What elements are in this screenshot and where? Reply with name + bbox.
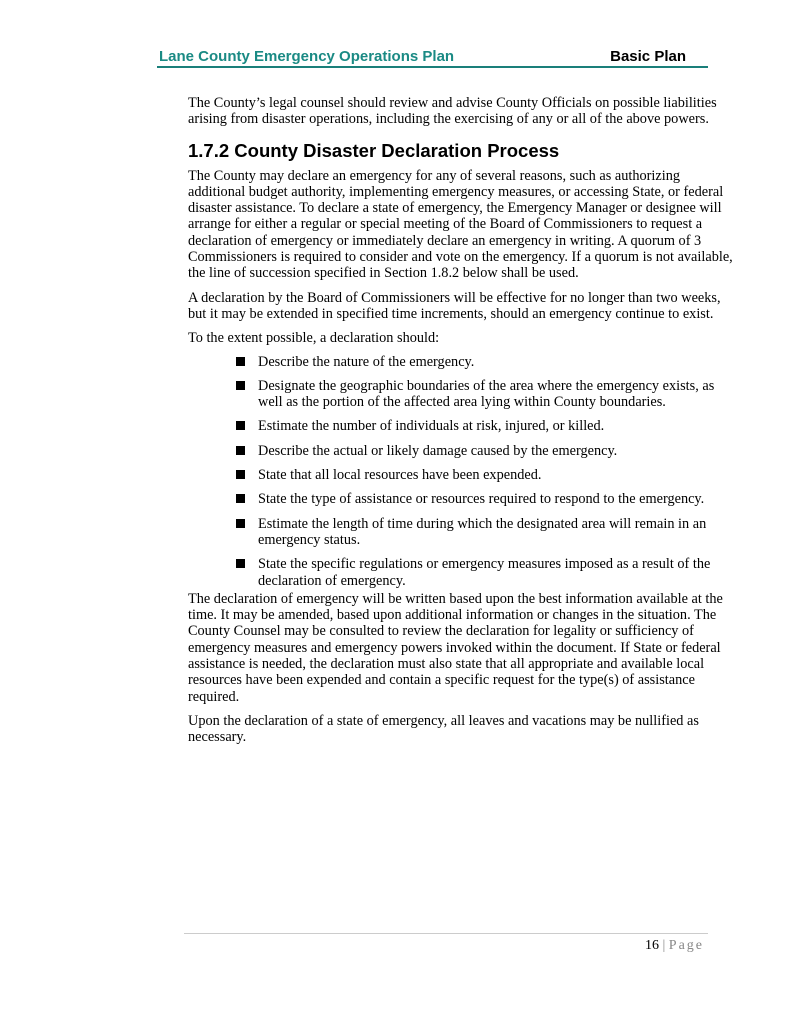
paragraph: A declaration by the Board of Commissioners will be effective for no longer than two weeks, but it may be extended in specified time increments, should an emergency continue to exist. (188, 289, 721, 322)
intro-paragraph: The County’s legal counsel should review and advise County Officials on possible liabilities arising from disaster operations, including the exercising of any or all of the above powers. (188, 95, 717, 128)
list-item: Estimate the length of time during which the designated area will remain in an emergency status. (236, 516, 736, 549)
page-number: 16 (644, 938, 659, 953)
bullet-square-icon (236, 357, 245, 366)
list-item: Estimate the number of individuals at risk, injured, or killed. (236, 418, 736, 434)
declaration-requirements-list (188, 354, 736, 589)
list-item: Describe the nature of the emergency. (236, 354, 736, 370)
section-heading: 1.7.2 County Disaster Declaration Process (188, 139, 560, 161)
paragraph: The County may declare an emergency for any of several reasons, such as authorizing additional budget authority, implementing emergency measures, or accessing State, or federal disaster assistance. To declare a state of emergency, the Emergency Manager or designee will arrange for either a regular or special meeting of the Board of Commissioners to request a declaration of emergency or immediately declare an emergency in writing. A quorum of 3 Commissioners is required to consider and vote on the emergency. If a quorum is not available, the line of succession specified in Section 1.8.2 below shall be used. (188, 167, 733, 282)
footer-divider (184, 933, 708, 934)
list-item: State the specific regulations or emergency measures imposed as a result of the declaration of emergency. (236, 556, 736, 589)
list-item: Describe the actual or likely damage caused by the emergency. (236, 443, 736, 459)
section-title: Basic Plan (610, 48, 686, 65)
paragraph: The declaration of emergency will be written based upon the best information available at the time. It may be amended, based upon additional information or changes in the situation. The County Counsel may be consulted to review the declaration for legality or sufficiency of emergency measures and emergency powers invoked within the document. If State or federal assistance is needed, the declaration must also state that all appropriate and available local resources have been expended and contain a specific request for the type(s) of assistance required. (188, 590, 723, 705)
bullet-square-icon (236, 446, 245, 455)
list-item: State the type of assistance or resources required to respond to the emergency. (236, 491, 736, 507)
footer-separator: | (662, 938, 666, 953)
paragraph: To the extent possible, a declaration should: (188, 330, 440, 347)
list-item: Designate the geographic boundaries of the area where the emergency exists, as well as the portion of the affected area lying within County boundaries. (236, 378, 736, 411)
bullet-square-icon (236, 470, 245, 479)
bullet-square-icon (236, 381, 245, 390)
bullet-square-icon (236, 519, 245, 528)
bullet-square-icon (236, 494, 245, 503)
page-header (157, 46, 708, 68)
bullet-square-icon (236, 421, 245, 430)
page-body (188, 95, 736, 754)
bullet-square-icon (236, 559, 245, 568)
page-footer (645, 938, 704, 954)
list-item: State that all local resources have been expended. (236, 467, 736, 483)
paragraph: Upon the declaration of a state of emergency, all leaves and vacations may be nullified as necessary. (188, 712, 699, 746)
document-title: Lane County Emergency Operations Plan (159, 48, 455, 65)
page-label: Page (668, 938, 704, 953)
